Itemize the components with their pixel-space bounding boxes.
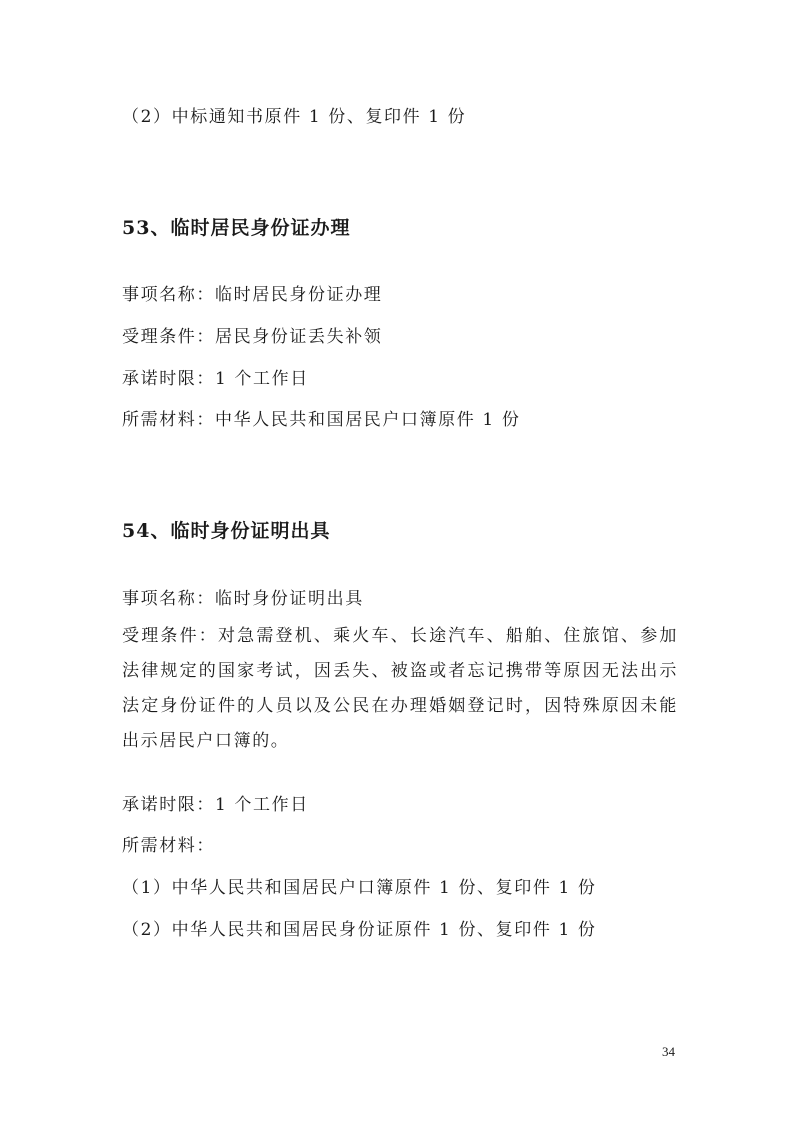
page-number: 34 xyxy=(662,1044,675,1059)
section-54-material-2: （2）中华人民共和国居民身份证原件 1 份、复印件 1 份 xyxy=(122,920,597,940)
section-53-conditions: 受理条件：居民身份证丢失补领 xyxy=(122,327,383,347)
section-54-conditions: 受理条件：对急需登机、乘火车、长途汽车、船舶、住旅馆、参加法律规定的国家考试，因丢失、被盗或者忘记携带等原因无法出示法定身份证件的人员以及公民在办理婚姻登记时，因特殊原因未能出示居民户口簿的。 xyxy=(122,626,678,751)
section-54-materials-label: 所需材料： xyxy=(122,836,215,856)
section-54-heading: 54、临时身份证明出具 xyxy=(122,520,331,542)
section-53-materials: 所需材料：中华人民共和国居民户口簿原件 1 份 xyxy=(122,410,521,430)
section-53-time-limit: 承诺时限：1 个工作日 xyxy=(122,369,309,389)
section-54-name: 事项名称：临时身份证明出具 xyxy=(122,589,364,609)
top-item: （2）中标通知书原件 1 份、复印件 1 份 xyxy=(122,107,467,127)
section-53-heading: 53、临时居民身份证办理 xyxy=(122,217,351,239)
section-53-name: 事项名称：临时居民身份证办理 xyxy=(122,285,383,305)
section-54-time-limit: 承诺时限：1 个工作日 xyxy=(122,795,309,815)
section-54-material-1: （1）中华人民共和国居民户口簿原件 1 份、复印件 1 份 xyxy=(122,878,597,898)
